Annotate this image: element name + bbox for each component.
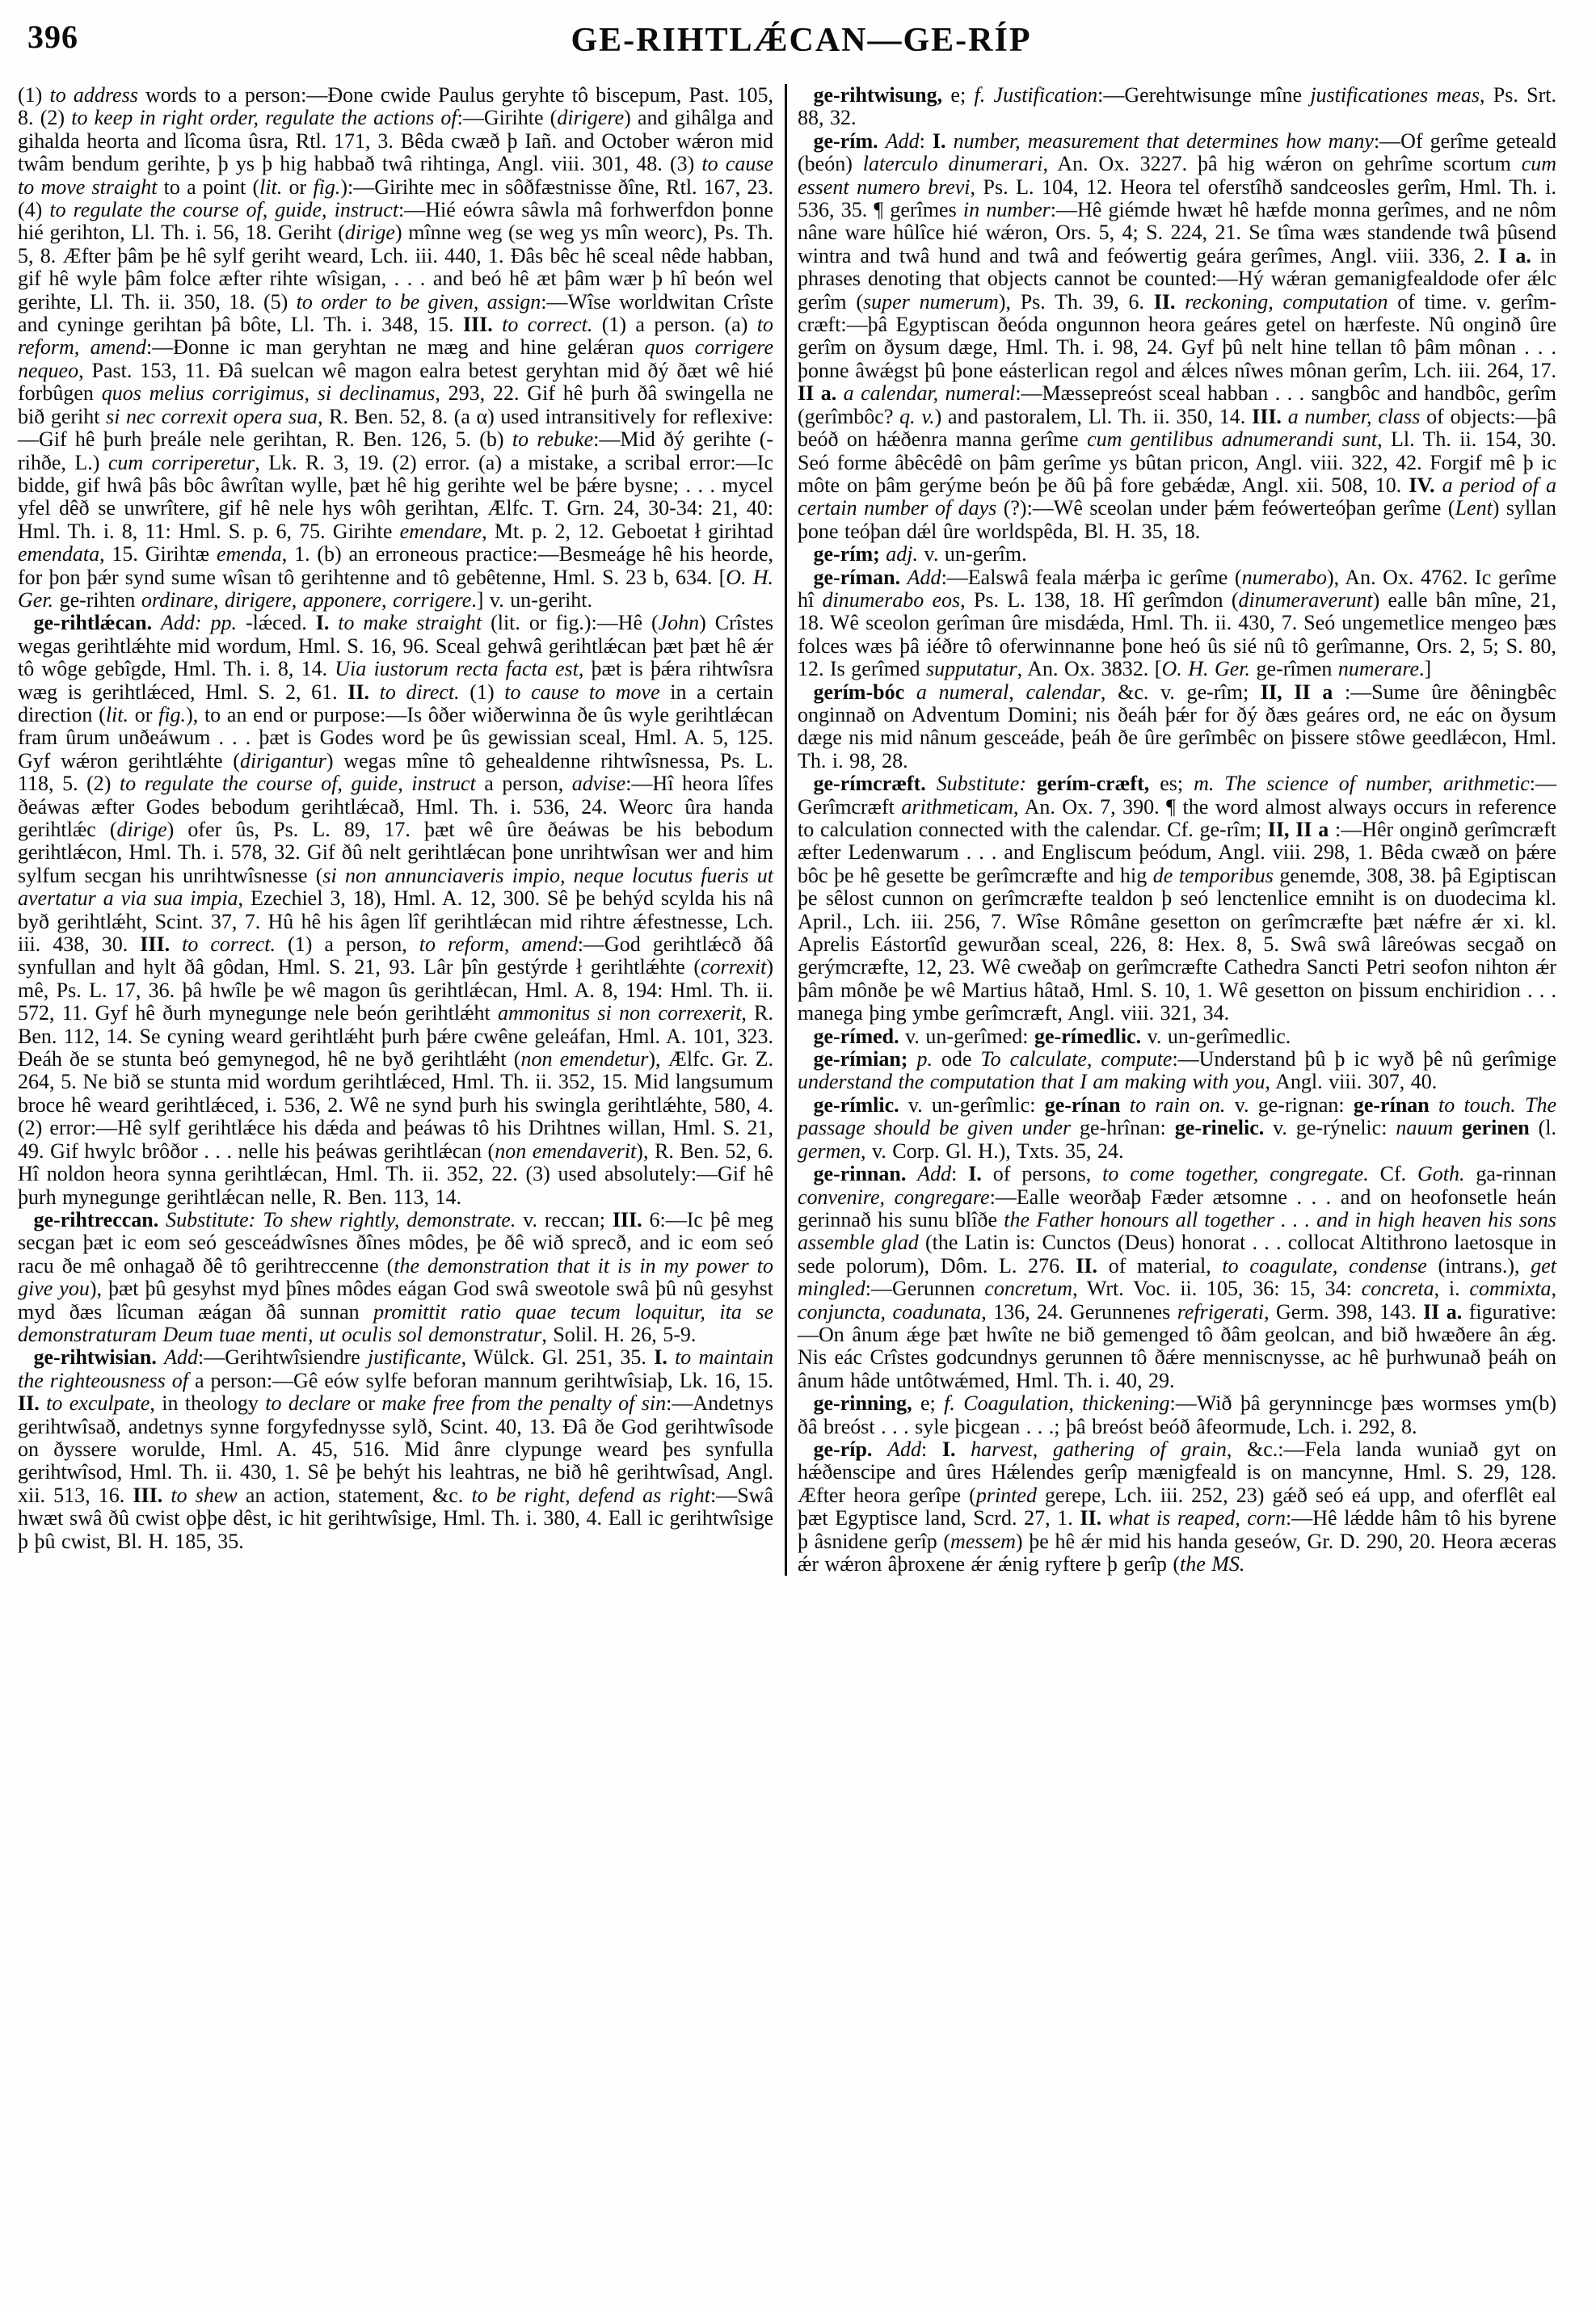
entry-ge-rinning: ge-rinning, e; f. Coagulation, thickening:—Wið þâ gerynnincge þæs wormses ym(b) ðâ breóst . . . syle þicgean . . .; þâ breóst beóð âfeormude, Lch. i. 292, 8. [798, 1391, 1557, 1438]
page-number: 396 [27, 19, 78, 55]
entry-ge-rihtwisian: ge-rihtwisian. Add:—Gerihtwîsiendre justificante, Wülck. Gl. 251, 35. I. to maintain the righteousness of a person:—Gê eów sylfe beforan mannum gerihtwîsiaþ, Lk. 16, 15. II. to exculpate, in theology to declare or make free from the penalty of sin:—Andetnys gerihtwîsað, andetnys synne forgyfednysse sylð, Scint. 40, 13. Ðâ ðe God gerihtwîsode on ðyssere worulde, Hml. A. 45, 516. Mid ânre clypunge weard þes synfulla gerihtwîsod, Hml. Th. ii. 430, 1. Sê þe behýt his leahtras, ne bið hê gerihtwîsad, Angl. xii. 513, 16. III. to shew an action, statement, &c. to be right, defend as right:—Swâ hwæt swâ ðû cwist oþþe dêst, ic hit gerihtwîsige, Hml. Th. i. 380, 4. Eall ic gerihtwîsige þ þû cwist, Bl. H. 185, 35. [18, 1345, 774, 1553]
entry-ge-rihtwisung: ge-rihtwisung, e; f. Justification:—Gerehtwisunge mîne justificationes meas, Ps. Srt. 88, 32. [798, 83, 1557, 130]
entry-ge-rihtreccan: ge-rihtreccan. Substitute: To shew rightly, demonstrate. v. reccan; III. 6:—Ic þê meg secgan þæt ic eom seó gesceádwîsnes ðînes môdes, þe ðê wið sprecð, and ic eom seó racu ðe mê onhagað ðê tô gerihtreccenne (the demonstration that it is in my power to give you), þæt þû gesyhst myd þînes môdes eágan God swâ sweotole swâ þû nû gesyhst myd ðæs lîcuman æágan ðâ sunnan promittit ratio quae tecum loquitur, ita se demonstraturam Deum tuae menti, ut oculis sol demonstratur, Solil. H. 26, 5-9. [18, 1207, 774, 1346]
entry-ge-rip: ge-ríp. Add: I. harvest, gathering of grain, &c.:—Fela landa wuniað gyt on hǽðenscipe and ûres Hǽlendes gerîp mænigfeald is on mancynne, Hml. S. 29, 128. Æfter heora gerîpe (printed gerepe, Lch. iii. 252, 23) gǽð seó eá upp, and oferflêt eal þæt Egyptisce land, Scrd. 27, 1. II. what is reaped, corn:—Hê lǽdde hâm tô his byrene þ âsnidene gerîp (messem) þe hê ǽr mid his handa geseów, Gr. D. 290, 20. Heora æceras ǽr wǽron âþroxene ǽr ǽnig ryftere þ gerîp (the MS. [798, 1437, 1556, 1576]
entry-ge-rihtan-continuation: (1) to address words to a person:—Ðone cwide Paulus geryhte tô biscepum, Past. 105, 8. (2) to keep in right order, regulate the actions of:—Girihte (dirigere) and gihâlga and gihalda heorta and lîcoma ûsra, Rtl. 171, 3. Bêda cwæð þ Iañ. and October wǽron mid twâm bendum gerihte, þ ys þ hig habbað twâ rihtinga, Angl. viii. 301, 48. (3) to cause to move straight to a point (lit. or fig.):—Girihte mec in sôðfæstnisse ðîne, Rtl. 167, 23. (4) to regulate the course of, guide, instruct:—Hié eówra sâwla mâ forhwerfdon þonne hié gerihton, Ll. Th. i. 56, 18. Geriht (dirige) mînne weg (se weg ys mîn weorc), Ps. Th. 5, 8. Æfter þâm þe hê sylf geriht weard, Lch. iii. 440, 1. Ðâs bêc hê sceal nêde habban, gif hê wyle þâm folce æfter rihte wîsigan, . . . and beó hê æt þâm wær þ hî beón wel gerihte, Ll. Th. ii. 350, 18. (5) to order to be given, assign:—Wîse worldwitan Crîste and cyninge gerihtan þâ bôte, Ll. Th. i. 348, 15. III. to correct. (1) a person. (a) to reform, amend:—Ðonne ic man geryhtan ne mæg and hine gelǽran quos corrigere nequeo, Past. 153, 11. Ðâ suelcan wê magon ealra betest geryhtan mid ðý ðæt wê hié forbûgen quos melius corrigimus, si declinamus, 293, 22. Gif hê þurh ðâ swingella ne bið geriht si nec correxit opera sua, R. Ben. 52, 8. (a α) used intransitively for reflexive:—Gif hê þurh þreále nele gerihtan, R. Ben. 126, 5. (b) to rebuke:—Mid ðý gerihte (-rihðe, L.) cum corriperetur, Lk. R. 3, 19. (2) error. (a) a mistake, a scribal error:—Ic bidde, gif hwâ þâs bôc âwrîtan wylle, þæt hê hig gerihte wel be þǽre bysne; . . . mycel yfel dêð se unwrîtere, gif hê nele hys wôh gerihtan, Ælfc. T. Grn. 24, 30-34: 21, 40: Hml. Th. i. 8, 11: Hml. S. p. 6, 75. Girihte emendare, Mt. p. 2, 12. Geboetat ł girihtad emendata, 15. Girihtæ emenda, 1. (b) an erroneous practice:—Besmeáge hê his heorde, for þon þǽr synd sume wîsan tô gerihtenne and tô gebêtenne, Hml. S. 23 b, 634. [O. H. Ger. ge-rihten ordinare, dirigere, apponere, corrigere.] v. un-geriht. [18, 83, 774, 612]
entry-ge-rimcraeft: ge-rímcræft. Substitute: gerím-cræft, es; m. The science of number, arithmetic:—Gerîmcræft arithmeticam, An. Ox. 7, 390. ¶ the word almost always occurs in reference to calculation connected with the calendar. Cf. ge-rîm; II, II a :—Hêr onginð gerîmcræft æfter Ledenwarum . . . and Engliscum þeódum, Angl. viii. 298, 1. Bêda cwæð on þǽre bôc þe hê gesette be gerîmcræfte and hig de temporibus genemde, 308, 38. þâ Egiptiscan þe sêlost cunnon on gerîmcræfte tealdon þ seó lenctenlice emniht is on duodecima kl. April., Lch. iii. 256, 7. Wîse Rômâne gesetton on gerîmcræfte þæt nǽfre ǽr xi. kl. Aprelis Eástortîd gewurðan sceal, 226, 8: Hex. 8, 5. Swâ swâ lâreówas secgað on gerýmcræfte, 12, 23. Wê cweðaþ on gerîmcræfte Cathedra Sancti Petri seofon nihton ǽr þâm mônðe þe wê Martius hâtað, Hml. S. 10, 1. Wê gesetton on þissum enchiridion . . . manega þing ymbe gerîmcræft, Angl. viii. 321, 34. [798, 772, 1557, 1025]
entry-ge-rim: ge-rím. Add: I. number, measurement that determines how many:—Of gerîme geteald (beón) laterculo dinumerari, An. Ox. 3227. þâ hig wǽron on gehrîme scortum cum essent numero brevi, Ps. L. 104, 12. Heora tel oferstîhð sandceosles gerîm, Hml. Th. i. 536, 35. ¶ gerîmes in number:—Hê giémde hwæt hê hæfde monna gerîmes, and ne nôm nâne ware hûlîce hié wǽron, Ors. 5, 4; S. 224, 21. Se tîma wæs standende twâ þûsend wintra and twâ hund and twâ and feówertig geára gerîmes, Angl. viii. 336, 2. I a. in phrases denoting that objects cannot be counted:—Hý wǽran gemanigfealdode ofer ǽlc gerîm (super numerum), Ps. Th. 39, 6. II. reckoning, computation of time. v. gerîm-cræft:—þâ Egyptiscan ðeóda ongunnon heora geáres getel on hærfeste. Nû onginð ûre gerîm on ðysum dæge, Hml. Th. i. 98, 24. Gyf þû nelt hine tellan tô þâm mônan . . . þonne âwǽgst þû þone eásterlican regol and ǽlces nîwes mônan gerîm, Lch. iii. 264, 17. II a. a calendar, numeral:—Mæssepreóst sceal habban . . . sangbôc and handbôc, gerîm (gerîmbôc? q. v.) and pastoralem, Ll. Th. ii. 350, 14. III. a number, class of objects:—þâ beóð on hǽðenra manna gerîme cum gentilibus adnumerandi sunt, Ll. Th. ii. 154, 30. Seó forme âbêcêdê on þâm gerîme ys bûtan pricon, Angl. viii. 322, 42. Forgif mê þ ic môte on þâm gerýme beón þe ðû þâ fore gebǽdæ, Angl. xii. 508, 10. IV. a period of a certain number of days (?):—Wê sceolan under þǽm feówerteóþan gerîme (Lent) syllan þone teóþan dǽl ûre worldspêda, Bl. H. 35, 18. [798, 128, 1557, 543]
entry-ge-rimed: ge-rímed. v. un-gerîmed: ge-rímedlic. v. un-gerîmedlic. [813, 1024, 1291, 1048]
text-columns [18, 84, 1585, 1576]
entry-ge-rimlic: ge-rímlic. v. un-gerîmlic: ge-rínan to rain on. v. ge-rignan: ge-rínan to touch. The passage should be given under ge-hrînan: ge-rinelic. v. ge-rýnelic: nauum gerinen (l. germen, v. Corp. Gl. H.), Txts. 35, 24. [798, 1092, 1557, 1163]
entry-ge-rimian: ge-rímian; p. ode To calculate, compute:—Understand þû þ ic wyð þê nû gerîmige understand the computation that I am making with you, Angl. viii. 307, 40. [798, 1047, 1556, 1094]
entry-ge-riman: ge-ríman. Add:—Ealswâ feala mǽrþa ic gerîme (numerabo), An. Ox. 4762. Ic gerîme hî dinumerabo eos, Ps. L. 138, 18. Hî gerîmdon (dinumeraverunt) ealle bân mîne, 21, 18. Wê sceolon gerîman ûre misdǽda, Hml. Th. ii. 430, 7. Seó ungemetlice mengeo þæs folces wæs þâ iéðre tô oferwinnanne þone heó ûs sié nû tô gerîmanne, Ors. 2, 5; S. 80, 12. Is gerîmed supputatur, An. Ox. 3832. [O. H. Ger. ge-rîmen numerare.] [798, 565, 1557, 681]
entry-ge-rim-adj: ge-rím; adj. v. un-gerîm. [813, 542, 1027, 566]
entry-ge-rihtlaecan: ge-rihtlǽcan. Add: pp. -lǽced. I. to make straight (lit. or fig.):—Hê (John) Crîstes wegas gerihtlǽhte mid wordum, Hml. S. 16, 96. Sceal gehwâ gerihtlǽcan þæt þæt hê ǽr tô wôge gebîgde, Hml. Th. i. 8, 14. Uia iustorum recta facta est, þæt is þǽra rihtwîsra wæg is gerihtlǽced, Hml. S. 2, 61. II. to direct. (1) to cause to move in a certain direction (lit. or fig.), to an end or purpose:—Is ôðer wiðerwinna ðe ûs wyle gerihtlǽcan fram ûrum unðeáwum . . . þæt is Godes word þe ûs gewissian sceal, Hml. A. 5, 125. Gyf wǽron gerihtlǽhte (dirigantur) wegas mîne tô gehealdenne rihtwîsnessa, Ps. L. 118, 5. (2) to regulate the course of, guide, instruct a person, advise:—Hî heora lîfes ðeáwas æfter Godes bebodum gerihtlǽcað, Hml. Th. i. 536, 24. Weorc ûra handa gerihtlǽc (dirige) ofer ûs, Ps. L. 89, 17. þæt wê ûre ðeáwas be his bebodum gerihtlǽcon, Hml. Th. i. 578, 32. Gif ðû nelt gerihtlǽcan þone unrihtwîsan wer and him sylfum secgan his unrihtwîsnesse (si non annunciaveris impio, neque locutus fueris ut avertatur a via sua impia, Ezechiel 3, 18), Hml. A. 12, 300. Sê þe behýd scylda his nâ byð gerihtlǽht, Scint. 37, 7. Hû hê his âgen lîf gerihtlǽcan mid rihtre ǽfestnesse, Lch. iii. 438, 30. III. to correct. (1) a person, to reform, amend:—God gerihtlǽcð ðâ synfullan and hylt ðâ gôdan, Hml. S. 21, 93. Lâr þîn gestýrde ł gerihtlǽhte (correxit) mê, Ps. L. 17, 36. þâ hwîle þe wê magon ûs gerihtlǽcan, Hml. A. 8, 194: Hml. Th. ii. 572, 11. Gyf hê ðurh mynegunge nele beón gerihtlǽht ammonitus si non correxerit, R. Ben. 112, 14. Se cyning weard gerihtlǽht þurh þǽre cwêne geleáfan, Hml. A. 101, 323. Ðeáh ðe se stunta beó gemynegod, hê ne byð gerihtlǽht (non emendetur), Ælfc. Gr. Z. 264, 5. Ne bið se stunta mid wordum gerihtlǽced, Hml. Th. ii. 352, 15. Mid langsumum broce hê weard gerihtlǽced, i. 536, 2. Wê ne synd þurh his swingla gerihtlǽhte, 580, 4. (2) error:—Hê sylf gerihtlǽce his dǽda and þeáwas tô his Drihtnes willan, Hml. S. 21, 49. Gif hwylc brôðor . . . nelle his þeáwas gerihtlǽcan (non emendaverit), R. Ben. 52, 6. Hî noldon heora synna gerihtlǽcan, Hml. Th. ii. 352, 22. (3) used absolutely:—Gif hê þurh mynegunge gerihtlǽcan nelle, R. Ben. 113, 14. [18, 611, 774, 1209]
entry-gerim-boc: gerím-bóc a numeral, calendar, &c. v. ge-rîm; II, II a :—Sume ûre ðêningbêc onginnað on Adventum Domini; nis ðeáh þǽr for ðý ðæs geáres ord, ne eác on ðysum dæge nis mid nânum gesceáde, þeáh ðe ûre gerîmbêc on þissere stôwe geedlǽcon, Hml. Th. i. 98, 28. [798, 680, 1556, 772]
running-header: GE-RIHTLǼCAN—GE-RÍP [571, 22, 1032, 59]
right-column [787, 84, 1556, 1576]
left-column [18, 84, 787, 1576]
page-header-row [18, 10, 1585, 84]
entry-ge-rinnan: ge-rinnan. Add: I. of persons, to come together, congregate. Cf. Goth. ga-rinnan convenire, congregare:—Ealle weorðaþ Fæder ætsomne . . . and on heofonsetle heán gerinnað his sunu blîðe the Father honours all together . . . and in high heaven his sons assemble glad (the Latin is: Cunctos (Deus) honorat . . . collocat Altithrono laetosque in sede polorum), Dôm. L. 276. II. of material, to coagulate, condense (intrans.), get mingled:—Gerunnen concretum, Wrt. Voc. ii. 105, 36: 15, 34: concreta, i. commixta, conjuncta, coadunata, 136, 24. Gerunnenes refrigerati, Germ. 398, 143. II a. figurative:—On ânum ǽge þæt hwîte ne bið gemenged tô ðâm geolcan, and bið hwæðere ân ǽg. Nis eác Crîstes godcundnys gerunnen tô ðǽre menniscnysse, ac hê þurhwunað þeáh on ânum hâde untôtwǽmed, Hml. Th. i. 40, 29. [798, 1162, 1557, 1392]
